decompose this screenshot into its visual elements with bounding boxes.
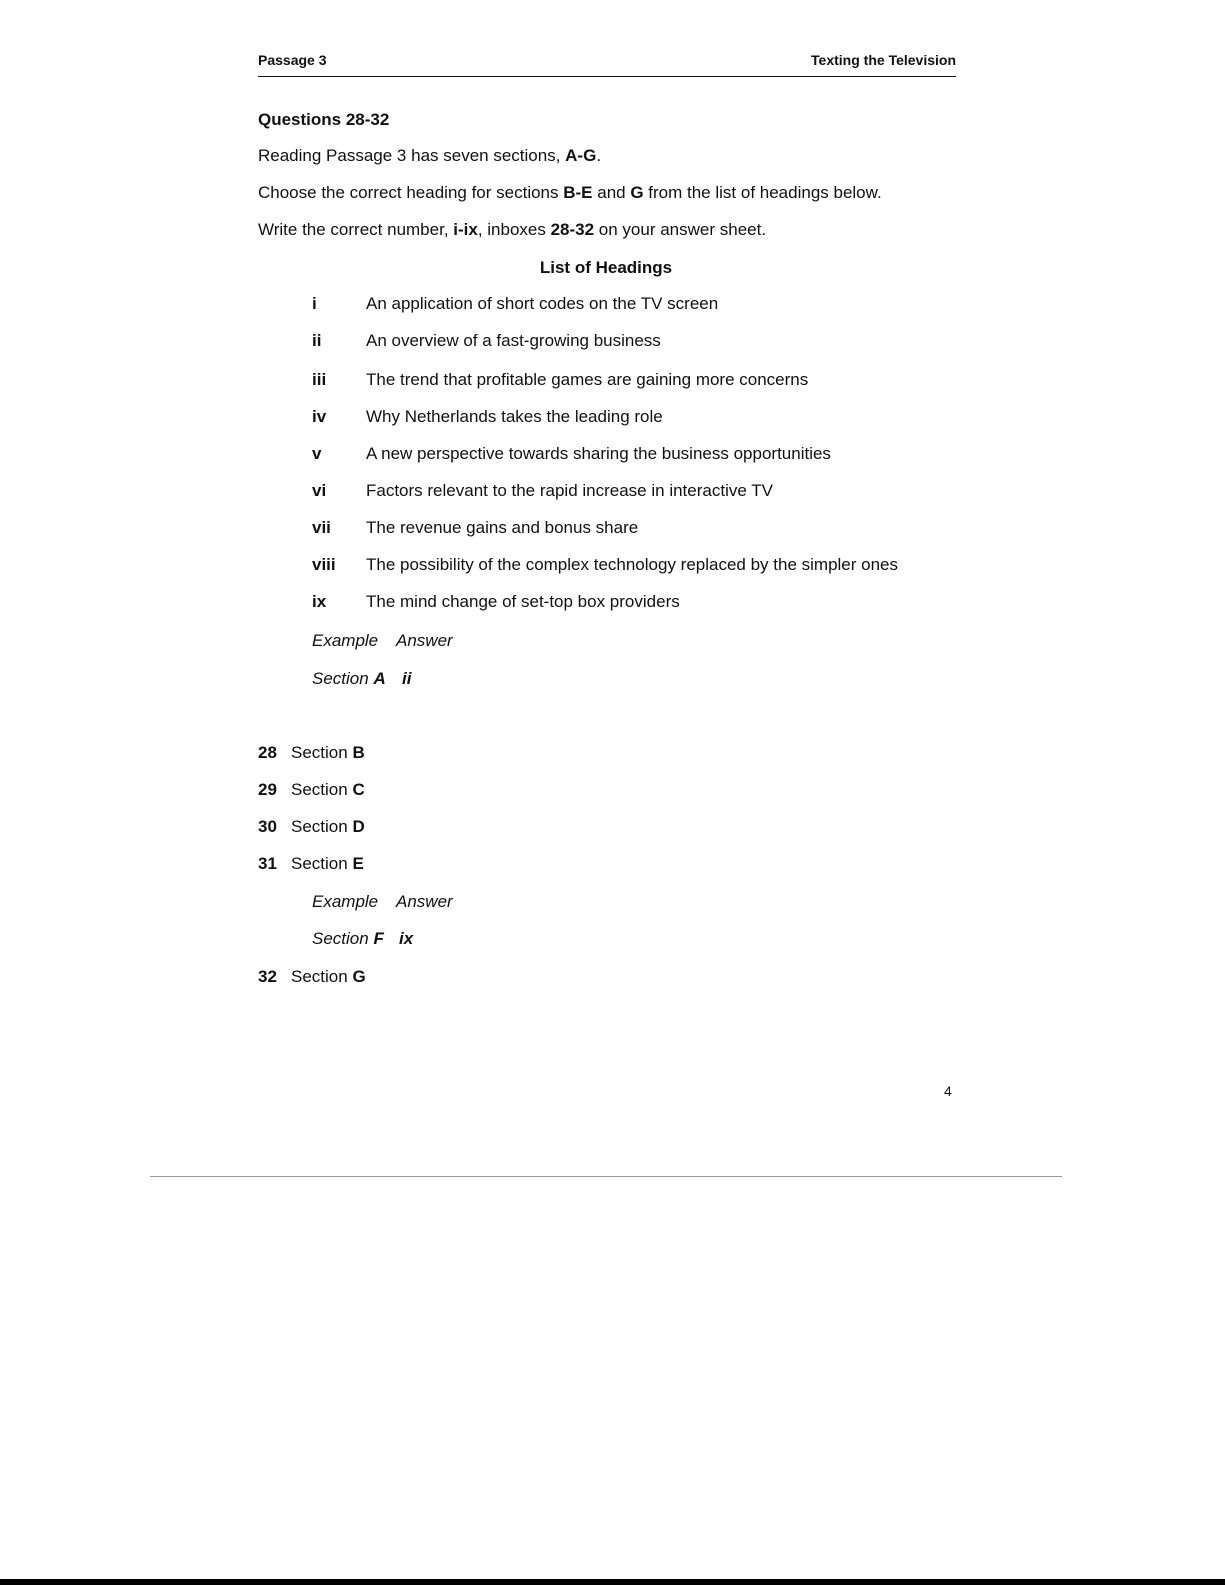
heading-number: ii [312,331,322,350]
list-of-headings-title: List of Headings [539,258,673,277]
heading-text: The mind change of set-top box providers [366,592,680,611]
header-passage: Passage 3 [258,52,327,68]
heading-text: An application of short codes on the TV screen [366,294,719,313]
heading-number: iv [312,407,327,426]
heading-text: The revenue gains and bonus share [366,518,639,537]
heading-text: An overview of a fast-growing business [366,331,661,350]
heading-number: vi [312,481,327,500]
question-28: 28 Section B [258,743,365,762]
example-answer-2: Section F ix [312,929,414,948]
heading-text: Factors relevant to the rapid increase in interactive TV [366,481,773,500]
heading-number: vii [312,518,331,537]
heading-number: iii [312,370,327,389]
questions-title: Questions 28-32 [258,110,390,129]
instruction-line-2: Choose the correct heading for sections B-E and G from the list of headings below. [258,183,882,202]
question-32: 32 Section G [258,967,366,986]
heading-text: The trend that profitable games are gaining more concerns [366,370,809,389]
heading-number: ix [312,592,327,611]
heading-text: A new perspective towards sharing the business opportunities [366,444,831,463]
heading-text: The possibility of the complex technology replaced by the simpler ones [366,555,899,574]
heading-number: v [312,444,322,463]
heading-text: Why Netherlands takes the leading role [366,407,663,426]
page-number: 4 [944,1083,952,1099]
header-title: Texting the Television [811,52,956,68]
instruction-line-1: Reading Passage 3 has seven sections, A-G. [258,146,602,165]
instruction-line-3: Write the correct number, i-ix, inboxes 28-32 on your answer sheet. [258,220,767,239]
bottom-edge-bar [0,1579,1225,1585]
example-header: Example Answer [312,631,453,650]
question-29: 29 Section C [258,780,365,799]
example-header-2: Example Answer [312,892,453,911]
example-answer: Section A ii [312,669,412,688]
page-divider [150,1176,1062,1177]
question-31: 31 Section E [258,854,364,873]
question-30: 30 Section D [258,817,365,836]
page-header [258,52,956,77]
heading-number: viii [312,555,336,574]
heading-number: i [312,294,317,313]
